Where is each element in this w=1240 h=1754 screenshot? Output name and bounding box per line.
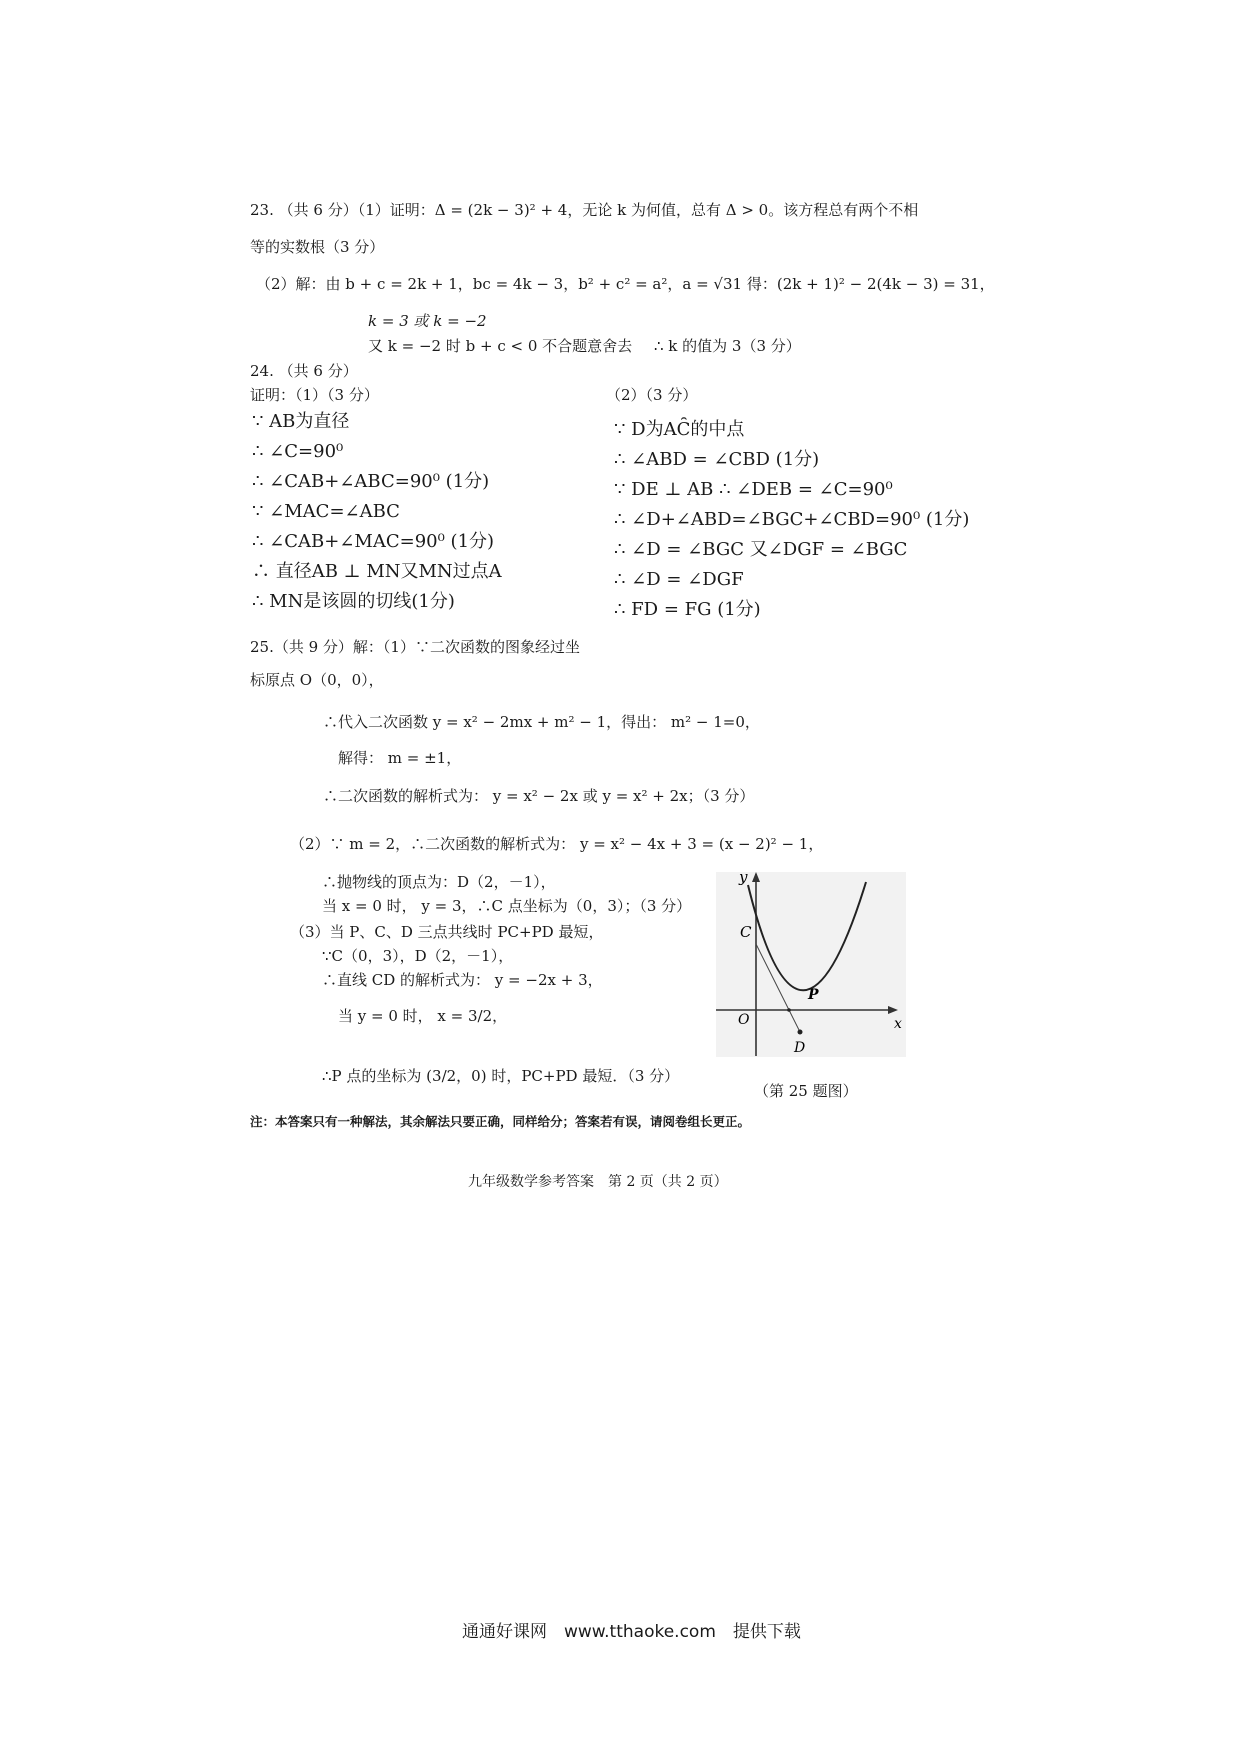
point-p [787, 1008, 791, 1012]
p-label: P [808, 987, 819, 1003]
q25-line-13: ∴P 点的坐标为 (3/2，0) 时，PC+PD 最短．（3 分） [322, 1067, 680, 1085]
q25-figure [716, 872, 906, 1057]
q25-line-11: ∴直线 CD 的解析式为： y = −2x + 3， [322, 971, 603, 989]
q25-line-6: （2）∵ m = 2，∴二次函数的解析式为： y = x² − 4x + 3 = (x − 2)² − 1， [290, 835, 824, 853]
q24-left-header: 证明：（1）（3 分） [250, 386, 379, 404]
q23-line-6: ∴ k 的值为 3（3 分） [654, 337, 801, 355]
q24-left-step: ∴ ∠CAB+∠ABC=90⁰ (1分) [252, 471, 490, 492]
q23-line-1: 23. （共 6 分）（1）证明：Δ = (2k − 3)² + 4，无论 k 为何值，总有 Δ > 0。该方程总有两个不相 [250, 201, 919, 219]
q25-line-5: ∴二次函数的解析式为： y = x² − 2x 或 y = x² + 2x；（3 分） [323, 787, 755, 805]
q24-left-step: ∴ MN是该圆的切线(1分) [252, 591, 455, 612]
parabola-graph [716, 872, 906, 1057]
q24-right-step: ∴ ∠ABD = ∠CBD (1分) [614, 449, 820, 470]
q23-line-2: 等的实数根（3 分） [250, 238, 385, 256]
q24-left-step: ∵ ∠MAC=∠ABC [252, 501, 400, 522]
q24-left-step: ∴ ∠CAB+∠MAC=90⁰ (1分) [252, 531, 495, 552]
q25-line-7: ∴抛物线的顶点为：D（2，－1）， [322, 873, 556, 891]
d-label: D [794, 1040, 806, 1056]
q24-left-step: ∴ 直径AB ⊥ MN又MN过点A [252, 561, 502, 582]
q25-line-8: 当 x = 0 时， y = 3，∴C 点坐标为（0，3）；（3 分） [322, 897, 692, 915]
q24-title: 24. （共 6 分） [250, 362, 358, 380]
q25-line-10: ∵C（0，3），D（2，－1）， [322, 947, 514, 965]
site-watermark: 通通好课网 www.tthaoke.com 提供下载 [462, 1622, 801, 1642]
q24-right-step: ∵ D为AC̑的中点 [614, 419, 745, 440]
x-label: x [894, 1016, 902, 1032]
y-label: y [739, 872, 748, 886]
q23-line-4: k = 3 或 k = −2 [368, 312, 487, 330]
q25-line-12: 当 y = 0 时， x = 3/2， [338, 1007, 508, 1025]
q24-right-step: ∴ FD = FG (1分) [614, 599, 761, 620]
q24-right-step: ∵ DE ⊥ AB ∴ ∠DEB = ∠C=90⁰ [614, 479, 893, 500]
q25-line-4: 解得： m = ±1， [338, 749, 462, 767]
q25-line-1: 25.（共 9 分）解：（1）∵二次函数的图象经过坐 [250, 638, 580, 656]
origin-label: O [738, 1012, 750, 1028]
answer-note: 注：本答案只有一种解法，其余解法只要正确，同样给分；答案若有误，请阅卷组长更正。 [250, 1114, 751, 1129]
q25-line-2: 标原点 O（0，0）， [250, 671, 384, 689]
point-d [798, 1030, 803, 1035]
q23-line-3: （2）解：由 b + c = 2k + 1，bc = 4k − 3，b² + c² = a²，a = √31 得：(2k + 1)² − 2(4k − 3) = 31， [256, 275, 995, 293]
q25-line-9: （3）当 P、C、D 三点共线时 PC+PD 最短， [290, 923, 604, 941]
q23-line-5: 又 k = −2 时 b + c < 0 不合题意舍去 [368, 337, 633, 355]
q24-right-step: ∴ ∠D = ∠DGF [614, 569, 744, 590]
q24-left-step: ∴ ∠C=90⁰ [252, 441, 344, 462]
page-footer: 九年级数学参考答案 第 2 页（共 2 页） [468, 1174, 728, 1190]
q25-line-3: ∴代入二次函数 y = x² − 2mx + m² − 1，得出： m² − 1=0， [323, 713, 760, 731]
figure-background [716, 872, 906, 1057]
q24-left-step: ∵ AB为直径 [252, 411, 350, 432]
c-label: C [740, 923, 752, 941]
q24-right-step: ∴ ∠D = ∠BGC 又∠DGF = ∠BGC [614, 539, 908, 560]
figure-caption: （第 25 题图） [754, 1082, 858, 1100]
q24-right-header: （2）（3 分） [606, 386, 698, 404]
q24-right-step: ∴ ∠D+∠ABD=∠BGC+∠CBD=90⁰ (1分) [614, 509, 970, 530]
